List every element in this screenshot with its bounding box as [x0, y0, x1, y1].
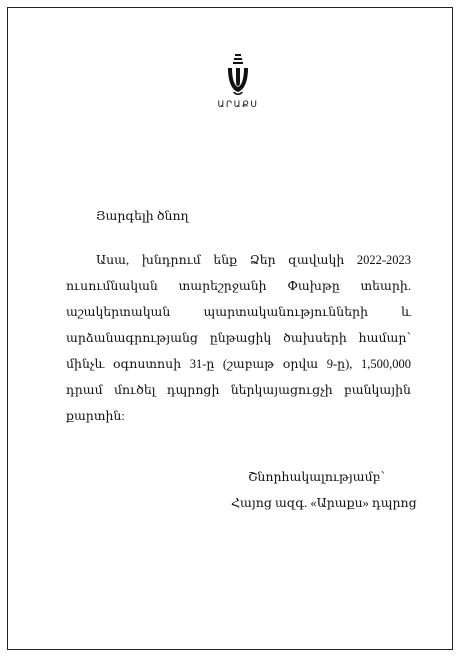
logo-text: ԱՐԱՔՍ: [217, 99, 259, 109]
letter-salutation: Յարգելի ծնող: [96, 209, 189, 223]
school-logo: [208, 52, 268, 116]
letter-closing: Շնորհակալությամբ՝: [248, 470, 385, 484]
letter-body: Ասա, խնդրում ենք Ձեր զավակի 2022-2023 ուսումնական տարեշրջանի Փախթը տեարի. աշակերտական պարտականությունների և արձանագրությանց ընթացիկ ծախսերի համար՝ մինչև օգոստոսի 31-ը (շաբաթ օրվա 9-ը), 1,500,000 դրամ մուծել դպրոցի ներկայացուցչի բանկային քարտին:: [66, 253, 411, 423]
page-frame: [7, 7, 453, 650]
arax-emblem-icon: [223, 52, 253, 98]
letter-signature: Հայոց ազգ. «Արաքս» դպրոց: [231, 496, 417, 510]
